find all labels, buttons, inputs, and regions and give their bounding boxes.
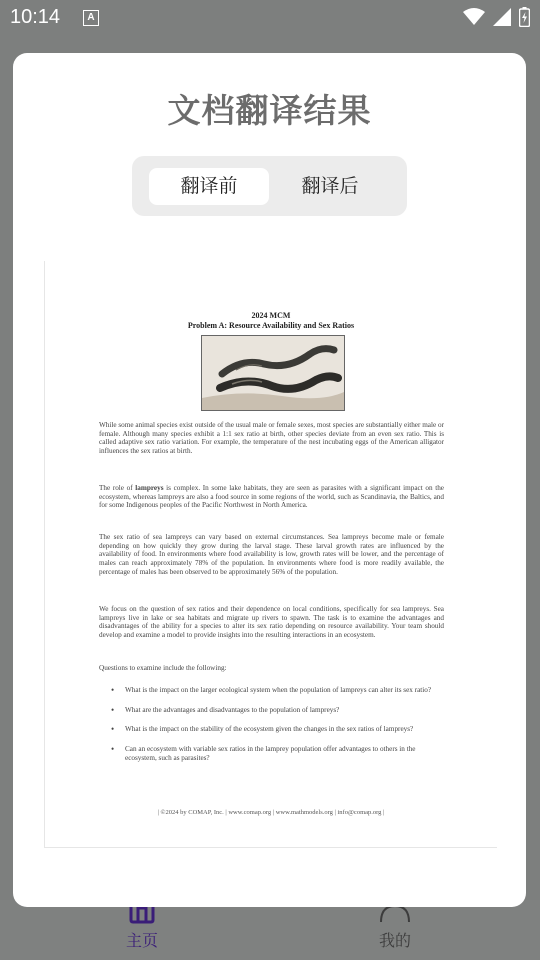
list-item: • What is the impact on the stability of the ecosystem given the changes in the sex ratios of lampreys? — [109, 725, 445, 734]
status-icons — [463, 7, 530, 27]
document-paragraph: Questions to examine include the following: — [99, 664, 227, 672]
tab-after-translation[interactable]: 翻译后 — [301, 175, 359, 197]
list-item: • What is the impact on the larger ecological system when the population of lampreys can alter its sex ratio? — [109, 686, 445, 695]
nav-label-home: 主页 — [125, 931, 158, 950]
bottom-nav — [0, 900, 540, 960]
document-footer: | ©2024 by COMAP, Inc. | www.comap.org | www.mathmodels.org | info@comap.org | — [157, 809, 385, 816]
paragraph-bold-text: lampreys — [135, 484, 164, 492]
document-header — [45, 311, 497, 331]
paragraph-text: The role of — [99, 484, 136, 492]
document-header-line1: 2024 MCM — [251, 311, 291, 320]
translation-result-dialog — [13, 53, 526, 907]
nav-item-home[interactable] — [82, 900, 202, 960]
document-paragraph — [99, 484, 444, 510]
question-list — [109, 686, 445, 774]
document-preview[interactable] — [44, 261, 497, 848]
notification-icon: A — [83, 10, 99, 26]
document-paragraph: We focus on the question of sex ratios and their dependence on local conditions, specifically for sea lampreys. Sea lampreys live in lake or sea habitats and migrate up rivers to spawn. The task is to examine the advantages and disadvantages of the ability for a species to alter its sex ratio depending on resource availability. Your team should develop and examine a model to provide insights into the resulting interactions in an ecosystem. — [99, 605, 444, 640]
translation-toggle — [132, 156, 407, 216]
list-item: • What are the advantages and disadvantages to the population of lampreys? — [109, 706, 445, 715]
nav-label-profile: 我的 — [378, 931, 411, 950]
wifi-icon — [463, 8, 485, 26]
status-bar — [0, 0, 540, 36]
lamprey-photo — [201, 335, 345, 411]
paragraph-text: is complex. In some lake habitats, they are seen as parasites with a significant impact on the ecosystem, whereas lampreys are also a food source in some regions of the world, such as Scandinavia, the Baltics, and for some Indigenous peoples of the Pacific Northwest in North America. — [99, 484, 444, 510]
list-item: • Can an ecosystem with variable sex ratios in the lamprey population offer advantages to others in the ecosystem, such as parasites? — [109, 745, 445, 762]
document-header-line2: Problem A: Resource Availability and Sex Ratios — [187, 321, 355, 330]
dialog-title: 文档翻译结果 — [167, 91, 372, 130]
document-paragraph: While some animal species exist outside of the usual male or female sexes, most species are substantially either male or female. Although many species exhibit a 1:1 sex ratio at birth, other species deviate from an even sex ratio. This is called adaptive sex ratio variation. For example, the temperature of the nest incubating eggs of the American alligator influences the sex ratios at birth. — [99, 421, 444, 456]
battery-charging-icon — [519, 7, 530, 27]
document-paragraph: The sex ratio of sea lampreys can vary based on external circumstances. Sea lampreys become male or female depending on how quickly they grow during the larval stage. These larval growth rates are influenced by the availability of food. In environments where food availability is low, growth rates will be lower, and the percentage of males can reach approximately 78% of the population. In environments where food is more readily available, the percentage of males has been observed to be approximately 56% of the population. — [99, 533, 444, 576]
tab-before-translation[interactable]: 翻译前 — [149, 168, 269, 205]
status-time: 10:14 — [10, 6, 61, 28]
signal-icon — [493, 8, 511, 26]
nav-item-profile[interactable] — [335, 900, 455, 960]
